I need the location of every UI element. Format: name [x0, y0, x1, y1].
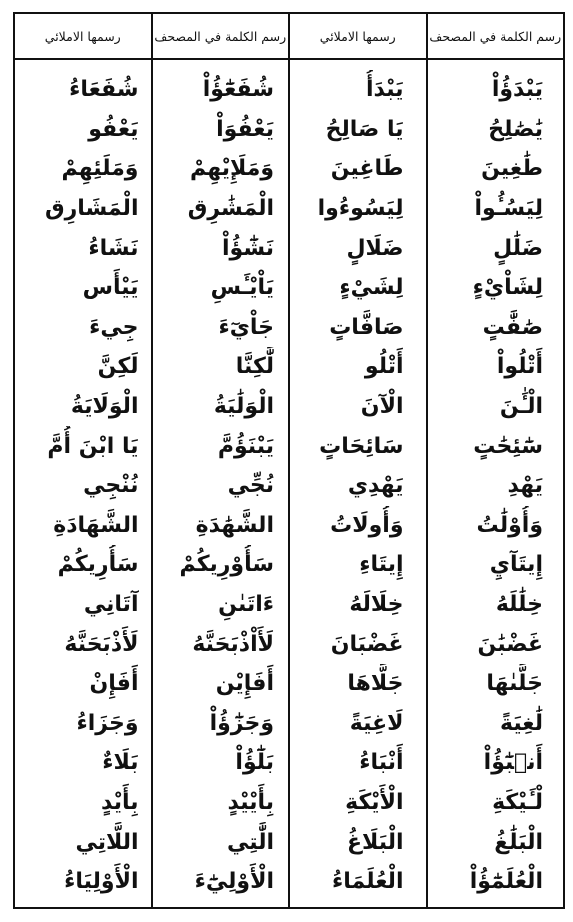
column-body	[15, 60, 151, 907]
word-cell: يَهْدِ	[507, 473, 543, 499]
word-cell: صَٰفَّٰتٍ	[482, 314, 543, 340]
word-cell: وَأُولَاتُ	[330, 512, 404, 538]
word-cell: جَلَّاهَا	[347, 671, 404, 697]
word-cell: يَهْدِي	[347, 473, 404, 499]
word-cell: الْـَٰٔنَ	[499, 394, 543, 420]
column-dictation-left	[15, 14, 151, 907]
word-cell: سَائِحَاتٍ	[319, 433, 404, 459]
word-cell: يَيْأَس	[82, 275, 139, 301]
word-cell: صَافَّاتٍ	[329, 314, 404, 340]
word-cell: أَفَإِنْ	[89, 671, 139, 697]
word-cell: وَمَلَئِهِمْ	[61, 156, 139, 182]
column-header: رسم الكلمة في المصحف	[428, 14, 564, 60]
word-table	[13, 12, 565, 909]
column-body	[290, 60, 426, 907]
word-cell: طَٰغِينَ	[481, 156, 543, 182]
word-cell: جَاْيٓءَ	[218, 314, 274, 340]
word-cell: لَأَاْذْبَحَنَّهُ	[192, 631, 274, 657]
word-cell: الْأَوْلِيَٰٓءَ	[194, 869, 274, 895]
word-cell: يَا صَالِحُ	[325, 116, 404, 142]
word-cell: أَتْلُواْ	[496, 354, 543, 380]
word-cell: نَشَاءُ	[88, 235, 139, 261]
word-cell: سَأُرِيكُمْ	[57, 552, 139, 578]
column-mushaf-left	[151, 14, 289, 907]
word-cell: بَلَٰٓؤُاْ	[235, 750, 274, 776]
word-cell: أَتْلُو	[364, 354, 404, 380]
word-cell: يَعْفُوَاْ	[216, 116, 274, 142]
column-body	[428, 60, 564, 907]
word-cell: الْعُلَمَٰٓؤُاْ	[469, 869, 543, 895]
word-cell: خِلَالَهُ	[349, 592, 404, 618]
word-cell: طَاغِينَ	[330, 156, 404, 182]
word-cell: الْبَلَٰغُ	[494, 829, 543, 855]
word-cell: لَٰغِيَةً	[499, 710, 543, 736]
word-cell: أَنْبَاءُ	[359, 750, 404, 776]
word-cell: أَفَإِيْن	[215, 671, 274, 697]
word-cell: لَأَذْبَحَنَّهُ	[64, 631, 139, 657]
word-cell: لِيَسُوءُوا	[317, 196, 404, 222]
word-cell: سَأُوْرِيكُمْ	[179, 552, 274, 578]
word-cell: الْوَلَايَةُ	[70, 394, 139, 420]
word-cell: بِأَيْيْدٍ	[227, 789, 274, 815]
word-cell: جَلَّىٰهَا	[486, 671, 543, 697]
word-cell: يَبْدَؤُاْ	[491, 77, 543, 103]
column-mushaf-right	[426, 14, 564, 907]
word-cell: وَجَزَٰٓؤُاْ	[209, 710, 274, 736]
word-cell: شُفَعَاءُ	[69, 77, 139, 103]
column-header: رسم الكلمة في المصحف	[153, 14, 289, 60]
word-cell: ضَلَالٍ	[346, 235, 404, 261]
word-cell: لَكِنَّ	[97, 354, 139, 380]
column-body	[153, 60, 289, 907]
word-cell: جِيءَ	[89, 314, 139, 340]
word-cell: غَضْبَانَ	[330, 631, 404, 657]
word-cell: غَضْبَٰنَ	[477, 631, 543, 657]
word-cell: الْآنَ	[360, 394, 404, 420]
word-cell: اللَّاتِي	[75, 829, 139, 855]
word-cell: الْأَيْكَةِ	[345, 789, 404, 815]
word-cell: الَّٰتِي	[226, 829, 274, 855]
word-cell: إِيتَاءِ	[359, 552, 404, 578]
word-cell: لَاغِيَةً	[349, 710, 404, 736]
word-cell: وَجَزَاءُ	[76, 710, 139, 736]
word-cell: لْـَٔيْكَةِ	[492, 789, 543, 815]
word-cell: الْوَلَٰيَةُ	[213, 394, 274, 420]
word-cell: يَعْفُو	[88, 116, 139, 142]
word-cell: وَأُوْلَٰتُ	[476, 512, 543, 538]
word-cell: يَبْنَؤُمَّ	[217, 433, 274, 459]
word-cell: إِيتَآيِ	[489, 552, 543, 578]
word-cell: شُفَعَٰٓؤُاْ	[202, 77, 274, 103]
word-cell: ءَاتَىٰنِ	[218, 592, 274, 618]
word-cell: سَٰٓئِحَٰتٍ	[473, 433, 543, 459]
column-dictation-right	[288, 14, 426, 907]
word-cell: يَا ابْنَ أُمَّ	[47, 433, 139, 459]
word-cell: الْأَوْلِيَاءُ	[64, 869, 139, 895]
word-cell: يَاْيْـَٔسِ	[210, 275, 274, 301]
word-cell: لِيَسُـُٔواْ	[474, 196, 543, 222]
word-cell: الْعُلَمَاءُ	[332, 869, 404, 895]
word-cell: لَّٰكِنَّا	[235, 354, 274, 380]
word-cell: ضَلَٰلٍ	[493, 235, 543, 261]
word-cell: نَشَٰٓؤُاْ	[222, 235, 274, 261]
word-cell: وَمَلَإِيْهِمْ	[189, 156, 274, 182]
word-cell: خِلَٰلَهُ	[495, 592, 543, 618]
word-cell: الْمَشَارِق	[44, 196, 139, 222]
word-cell: الشَّهَٰدَةِ	[195, 512, 274, 538]
word-cell: أَنۢبَٰٓؤُاْ	[483, 750, 543, 776]
word-cell: نُجِّي	[227, 473, 274, 499]
column-header: رسمها الاملائي	[290, 14, 426, 60]
word-cell: بَلَاءٌ	[102, 750, 139, 776]
word-cell: يَٰصَٰلِحُ	[488, 116, 543, 142]
word-cell: الشَّهَادَةِ	[53, 512, 139, 538]
word-cell: بِأَيْدٍ	[101, 789, 139, 815]
word-cell: يَبْدَأُ	[366, 77, 404, 103]
word-cell: لِشَاْيْءٍ	[472, 275, 543, 301]
word-cell: آتَانِي	[83, 592, 139, 618]
word-cell: الْبَلَاغُ	[346, 829, 404, 855]
word-cell: نُنْجِي	[83, 473, 139, 499]
word-cell: الْمَشَٰرِق	[187, 196, 274, 222]
column-header: رسمها الاملائي	[15, 14, 151, 60]
word-cell: لِشَيْءٍ	[339, 275, 404, 301]
